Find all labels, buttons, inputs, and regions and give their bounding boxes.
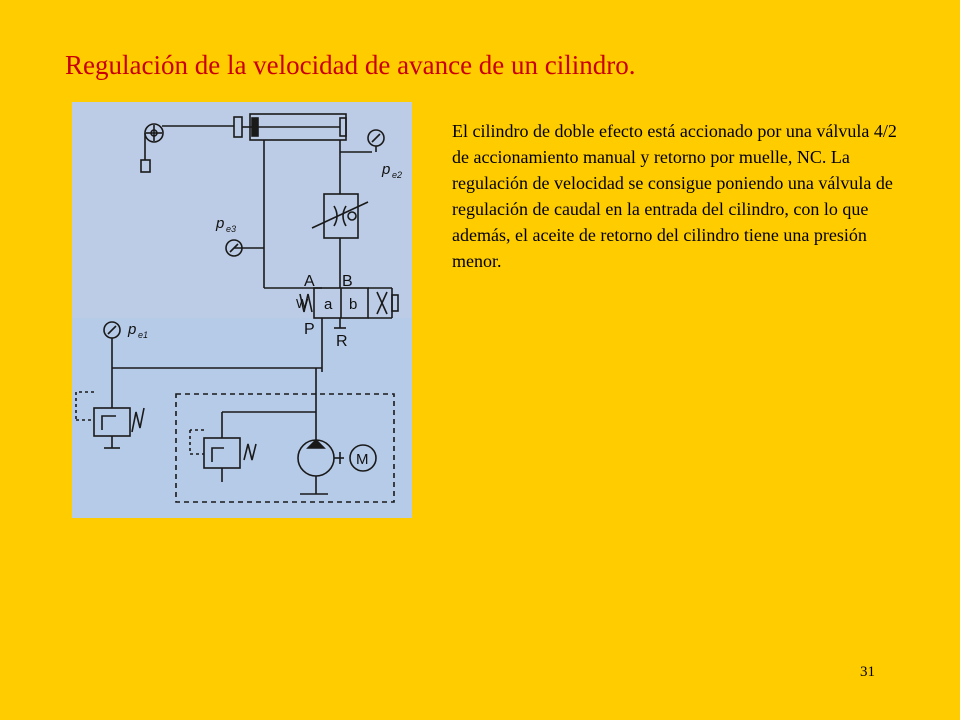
label-port-r: R xyxy=(336,333,348,350)
hydraulic-circuit-diagram xyxy=(72,102,412,518)
label-pe3: p xyxy=(216,215,225,232)
page-number: 31 xyxy=(860,664,875,680)
label-pe2: p xyxy=(382,161,391,178)
label-spring-w: W xyxy=(296,296,309,311)
label-pe3-sub: e3 xyxy=(226,224,237,234)
label-position-a: a xyxy=(324,296,333,313)
label-port-p: P xyxy=(304,321,315,338)
label-position-b: b xyxy=(349,296,358,313)
label-pe2-sub: e2 xyxy=(392,170,403,180)
label-motor: M xyxy=(356,451,369,468)
label-pe1: p xyxy=(128,321,137,338)
slide-title: Regulación de la velocidad de avance de un cilindro. xyxy=(65,50,636,80)
description-paragraph: El cilindro de doble efecto está accionado por una válvula 4/2 de accionamiento manual y retorno por muelle, NC. La regulación de velocidad se consigue poniendo una válvula de regulación de caudal en la entrada del cilindro, con lo que además, el aceite de retorno del cilindro tiene una presión menor. xyxy=(452,121,897,271)
label-port-b: B xyxy=(342,273,353,290)
label-pe1-sub: e1 xyxy=(138,330,149,340)
label-port-a: A xyxy=(304,273,315,290)
